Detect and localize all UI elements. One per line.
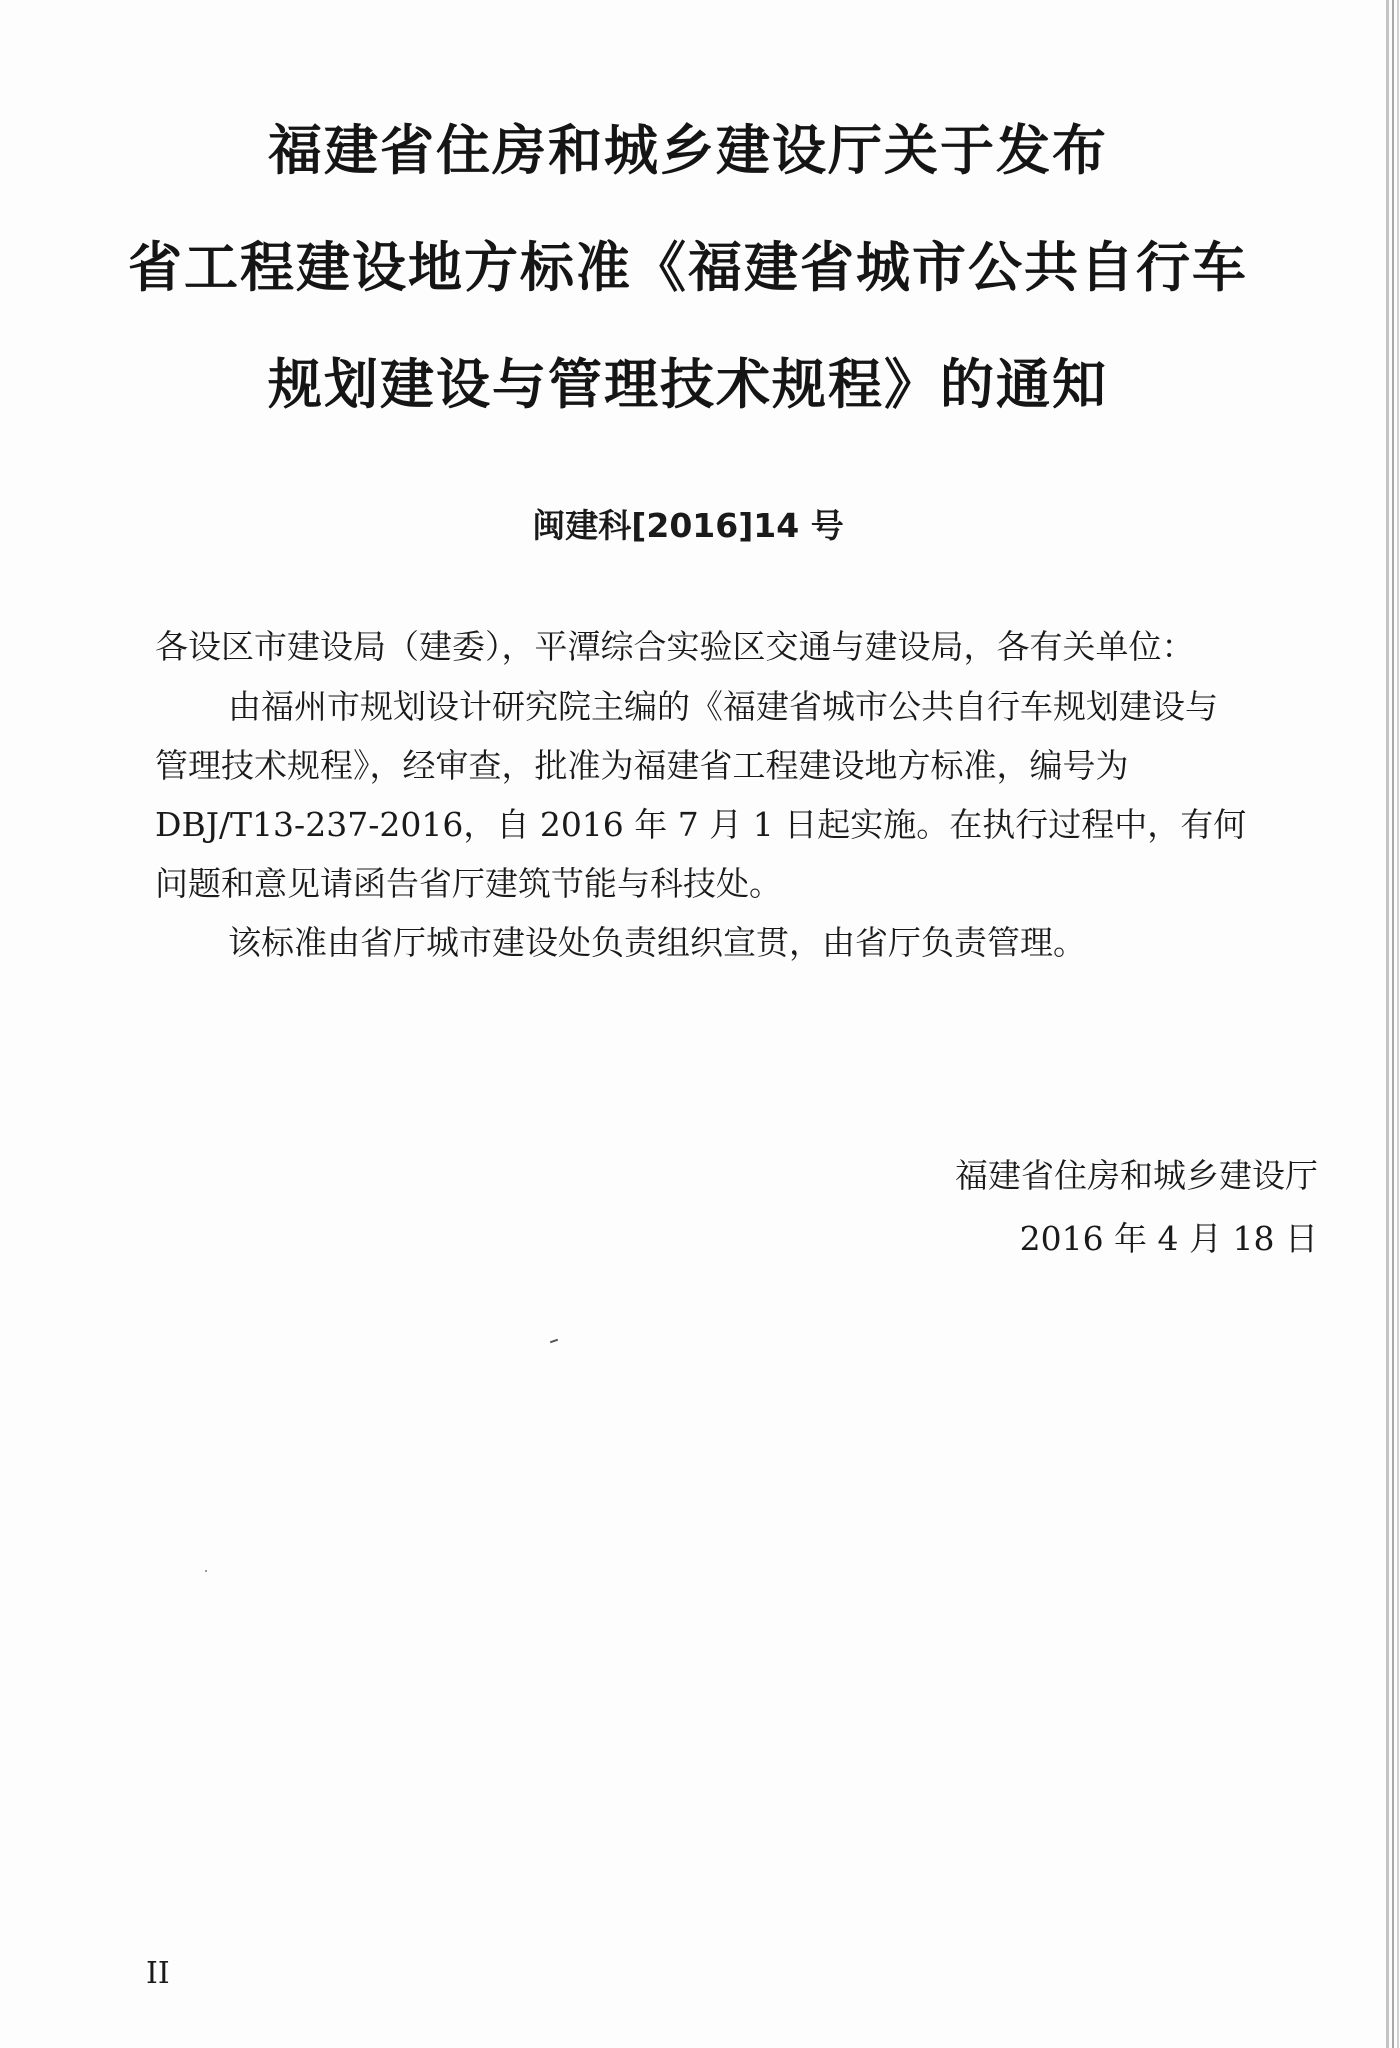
addressee-line: 各设区市建设局（建委），平潭综合实验区交通与建设局，各有关单位： bbox=[155, 627, 1195, 666]
scan-edge-shadow bbox=[1397, 0, 1399, 2048]
page-number: II bbox=[146, 1956, 170, 1991]
signature-date: 2016 年 4 月 18 日 bbox=[1019, 1219, 1318, 1258]
scan-edge-shadow bbox=[1392, 0, 1394, 2048]
paragraph1-line-1: 由福州市规划设计研究院主编的《福建省城市公共自行车规划建设与 bbox=[228, 687, 1218, 726]
paragraph1-line-2: 管理技术规程》，经审查，批准为福建省工程建设地方标准，编号为 bbox=[155, 746, 1129, 785]
paragraph1-line-4: 问题和意见请函告省厅建筑节能与科技处。 bbox=[155, 864, 782, 903]
scan-speck bbox=[205, 1570, 207, 1572]
scan-speck bbox=[550, 1339, 558, 1344]
title-line-2: 省工程建设地方标准《福建省城市公共自行车 bbox=[128, 236, 1248, 299]
paragraph2: 该标准由省厅城市建设处负责组织宣贯，由省厅负责管理。 bbox=[228, 923, 1086, 962]
scan-edge-shadow bbox=[1386, 0, 1389, 2048]
document-number: 闽建科[2016]14 号 bbox=[532, 506, 844, 545]
signature-organization: 福建省住房和城乡建设厅 bbox=[955, 1156, 1318, 1195]
paragraph1-line-3: DBJ/T13-237-2016，自 2016 年 7 月 1 日起实施。在执行过程中，有何 bbox=[155, 805, 1247, 844]
title-line-1: 福建省住房和城乡建设厅关于发布 bbox=[268, 119, 1108, 182]
title-line-3: 规划建设与管理技术规程》的通知 bbox=[268, 353, 1108, 416]
